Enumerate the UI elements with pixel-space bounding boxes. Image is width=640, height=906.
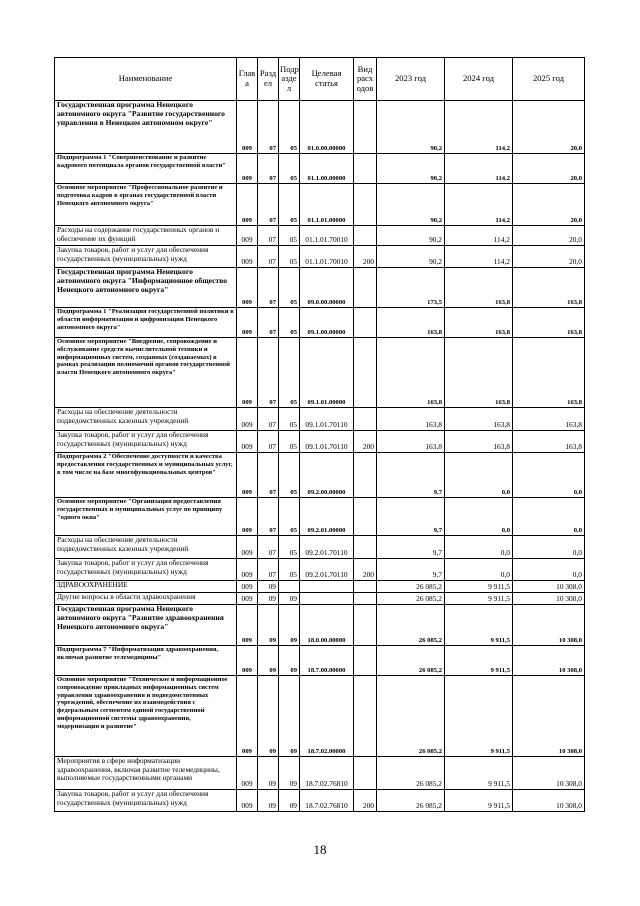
cell-name: Подпрограмма 7 "Информатизация здравоохранения, включая развитие телемедицины" [55, 646, 237, 676]
cell-glava: 009 [237, 184, 258, 226]
cell-razdel: 09 [258, 605, 279, 646]
cell-vid [354, 308, 377, 338]
cell-name: Расходы на обеспечение деятельности подведомственных казенных учреждений [55, 536, 237, 559]
cell-podrazdel: 05 [279, 338, 300, 408]
cell-y2023: 26 085,2 [377, 646, 445, 676]
cell-y2024: 9 911,5 [445, 646, 513, 676]
cell-name: Подпрограмма 1 "Совершенствование и развитие кадрового потенциала органов государственной власти" [55, 154, 237, 184]
table-row [55, 790, 585, 812]
cell-razdel: 07 [258, 268, 279, 308]
cell-y2024: 114,2 [445, 154, 513, 184]
cell-podrazdel: 09 [279, 593, 300, 605]
cell-y2024: 0,0 [445, 498, 513, 536]
cell-glava: 009 [237, 790, 258, 812]
cell-y2024: 0,0 [445, 453, 513, 498]
cell-vid [354, 338, 377, 408]
cell-y2023: 90,2 [377, 154, 445, 184]
cell-y2025: 163,8 [513, 408, 585, 431]
cell-name: Государственная программа Ненецкого автономного округа "Развитие государственного управления в Ненецком автономном округе" [55, 101, 237, 154]
cell-y2025: 20,0 [513, 226, 585, 246]
cell-y2023: 90,2 [377, 246, 445, 268]
cell-target: 09.1.01.70110 [300, 408, 354, 431]
cell-razdel: 09 [258, 581, 279, 593]
cell-vid: 200 [354, 790, 377, 812]
cell-y2025: 0,0 [513, 536, 585, 559]
cell-vid [354, 408, 377, 431]
cell-y2024: 114,2 [445, 226, 513, 246]
cell-razdel: 07 [258, 408, 279, 431]
header-glava: Глав а [237, 58, 258, 101]
cell-y2023: 163,8 [377, 431, 445, 453]
table-row [55, 184, 585, 226]
table-row [55, 308, 585, 338]
cell-y2024: 9 911,5 [445, 676, 513, 757]
cell-vid [354, 268, 377, 308]
cell-glava: 009 [237, 581, 258, 593]
cell-vid [354, 605, 377, 646]
cell-podrazdel: 09 [279, 605, 300, 646]
cell-name: Основное мероприятие "Организация предоставления государственных и муниципальных услуг по принципу "одного окна" [55, 498, 237, 536]
cell-target: 09.0.00.00000 [300, 268, 354, 308]
cell-y2024: 163,8 [445, 268, 513, 308]
table-row [55, 338, 585, 408]
cell-podrazdel: 05 [279, 268, 300, 308]
cell-vid: 200 [354, 559, 377, 581]
table-row [55, 676, 585, 757]
cell-razdel: 07 [258, 559, 279, 581]
cell-y2023: 26 085,2 [377, 605, 445, 646]
cell-razdel: 07 [258, 453, 279, 498]
cell-name: Основное мероприятие "Техническое и информационное сопровождение прикладных информационных систем управления здравоохранения и подведомственных учреждений, обеспечение их взаимодействия с федеральным сегментом единой государственной информационной системы здравоохранения, модернизация и развитие" [55, 676, 237, 757]
cell-target: 09.2.00.00000 [300, 453, 354, 498]
cell-podrazdel [279, 581, 300, 593]
header-2023: 2023 год [377, 58, 445, 101]
cell-name: Государственная программа Ненецкого автономного округа "Информационное общество Ненецкого автономного округа" [55, 268, 237, 308]
cell-glava: 009 [237, 757, 258, 790]
cell-vid [354, 646, 377, 676]
table-body [55, 101, 585, 812]
cell-y2023: 90,2 [377, 184, 445, 226]
cell-target [300, 581, 354, 593]
cell-y2025: 0,0 [513, 453, 585, 498]
cell-razdel: 07 [258, 184, 279, 226]
table-row [55, 536, 585, 559]
cell-target: 09.2.01.70110 [300, 536, 354, 559]
header-2025: 2025 год [513, 58, 585, 101]
cell-vid: 200 [354, 246, 377, 268]
cell-podrazdel: 05 [279, 408, 300, 431]
cell-glava: 009 [237, 226, 258, 246]
cell-y2024: 0,0 [445, 559, 513, 581]
cell-vid: 200 [354, 431, 377, 453]
cell-glava: 009 [237, 646, 258, 676]
cell-target: 18.7.02.00000 [300, 676, 354, 757]
cell-target: 18.0.00.00000 [300, 605, 354, 646]
cell-name: Закупка товаров, работ и услуг для обеспечения государственных (муниципальных) нужд [55, 431, 237, 453]
cell-y2023: 26 085,2 [377, 757, 445, 790]
cell-y2024: 9 911,5 [445, 581, 513, 593]
cell-y2025: 10 308,0 [513, 593, 585, 605]
cell-y2025: 10 308,0 [513, 676, 585, 757]
cell-y2025: 0,0 [513, 559, 585, 581]
cell-target: 01.0.00.00000 [300, 101, 354, 154]
cell-podrazdel: 05 [279, 453, 300, 498]
cell-podrazdel: 09 [279, 646, 300, 676]
cell-target: 09.1.01.70110 [300, 431, 354, 453]
header-target: Целевая статья [300, 58, 354, 101]
cell-vid [354, 536, 377, 559]
cell-y2024: 9 911,5 [445, 790, 513, 812]
cell-podrazdel: 09 [279, 676, 300, 757]
cell-vid [354, 498, 377, 536]
cell-target: 18.7.02.76810 [300, 790, 354, 812]
cell-y2023: 9,7 [377, 559, 445, 581]
cell-y2023: 163,8 [377, 308, 445, 338]
cell-target: 09.1.01.00000 [300, 338, 354, 408]
table-row [55, 757, 585, 790]
cell-vid [354, 154, 377, 184]
cell-glava: 009 [237, 453, 258, 498]
cell-y2024: 9 911,5 [445, 605, 513, 646]
cell-name: Закупка товаров, работ и услуг для обеспечения государственных (муниципальных) нужд [55, 790, 237, 812]
cell-name: ЗДРАВООХРАНЕНИЕ [55, 581, 237, 593]
cell-target: 01.1.01.70010 [300, 226, 354, 246]
cell-name: Подпрограмма 2 "Обеспечение доступности и качества предоставления государственных и муниципальных услуг, в том числе на базе многофункциональных центров" [55, 453, 237, 498]
cell-y2024: 9 911,5 [445, 757, 513, 790]
cell-glava: 009 [237, 246, 258, 268]
cell-y2025: 163,8 [513, 338, 585, 408]
table-row [55, 453, 585, 498]
header-name: Наименование [55, 58, 237, 101]
table-row [55, 408, 585, 431]
cell-y2025: 10 308,0 [513, 757, 585, 790]
cell-y2025: 10 308,0 [513, 790, 585, 812]
cell-razdel: 07 [258, 498, 279, 536]
cell-y2025: 20,0 [513, 246, 585, 268]
cell-podrazdel: 05 [279, 498, 300, 536]
cell-glava: 009 [237, 498, 258, 536]
table-row [55, 498, 585, 536]
table-row [55, 246, 585, 268]
cell-y2023: 90,2 [377, 226, 445, 246]
header-2024: 2024 год [445, 58, 513, 101]
cell-y2024: 163,8 [445, 408, 513, 431]
cell-glava: 009 [237, 101, 258, 154]
cell-name: Расходы на обеспечение деятельности подведомственных казенных учреждений [55, 408, 237, 431]
cell-y2023: 9,7 [377, 498, 445, 536]
cell-y2025: 20,0 [513, 154, 585, 184]
page-number: 18 [313, 842, 327, 857]
cell-y2023: 26 085,2 [377, 581, 445, 593]
cell-y2023: 163,8 [377, 408, 445, 431]
table-row [55, 593, 585, 605]
cell-razdel: 07 [258, 246, 279, 268]
cell-y2024: 114,2 [445, 246, 513, 268]
table-row [55, 101, 585, 154]
cell-y2025: 10 308,0 [513, 581, 585, 593]
table-row [55, 581, 585, 593]
cell-target: 18.7.02.76810 [300, 757, 354, 790]
cell-target: 01.1.01.70010 [300, 246, 354, 268]
cell-y2023: 163,8 [377, 338, 445, 408]
cell-y2023: 9,7 [377, 453, 445, 498]
cell-y2025: 163,8 [513, 431, 585, 453]
cell-glava: 009 [237, 593, 258, 605]
cell-podrazdel: 05 [279, 226, 300, 246]
cell-name: Основное мероприятие "Профессиональное развитие и подготовка кадров в органах государственной власти Ненецкого автономного округа" [55, 184, 237, 226]
cell-podrazdel: 05 [279, 246, 300, 268]
budget-table [54, 57, 585, 812]
cell-target [300, 593, 354, 605]
header-podrazdel: Подр азде л [279, 58, 300, 101]
cell-target: 01.1.00.00000 [300, 154, 354, 184]
cell-vid [354, 226, 377, 246]
cell-razdel: 07 [258, 154, 279, 184]
cell-vid [354, 581, 377, 593]
cell-y2023: 90,2 [377, 101, 445, 154]
table-row [55, 605, 585, 646]
table-row [55, 226, 585, 246]
cell-y2025: 10 308,0 [513, 646, 585, 676]
cell-glava: 009 [237, 154, 258, 184]
cell-razdel: 07 [258, 338, 279, 408]
cell-razdel: 07 [258, 101, 279, 154]
cell-podrazdel: 05 [279, 308, 300, 338]
cell-y2023: 26 085,2 [377, 676, 445, 757]
cell-target: 01.1.01.00000 [300, 184, 354, 226]
cell-glava: 009 [237, 431, 258, 453]
table-row [55, 559, 585, 581]
cell-vid [354, 184, 377, 226]
cell-name: Закупка товаров, работ и услуг для обеспечения государственных (муниципальных) нужд [55, 246, 237, 268]
cell-glava: 009 [237, 676, 258, 757]
cell-target: 09.1.00.00000 [300, 308, 354, 338]
cell-y2024: 163,8 [445, 431, 513, 453]
cell-vid [354, 757, 377, 790]
cell-y2023: 9,7 [377, 536, 445, 559]
cell-glava: 009 [237, 559, 258, 581]
cell-y2023: 26 085,2 [377, 790, 445, 812]
cell-glava: 009 [237, 536, 258, 559]
table-row [55, 268, 585, 308]
cell-podrazdel: 05 [279, 154, 300, 184]
header-vid: Вид расх одов [354, 58, 377, 101]
cell-y2025: 20,0 [513, 101, 585, 154]
cell-name: Государственная программа Ненецкого автономного округа "Развитие здравоохранения Ненецкого автономного округа" [55, 605, 237, 646]
cell-name: Расходы на содержание государственных органов и обеспечение их функций [55, 226, 237, 246]
cell-name: Мероприятия в сфере информатизации здравоохранения, включая развитие телемедицины, выполняемые государственными органами [55, 757, 237, 790]
cell-y2025: 163,8 [513, 268, 585, 308]
cell-target: 18.7.00.00000 [300, 646, 354, 676]
cell-name: Другие вопросы в области здравоохранения [55, 593, 237, 605]
cell-razdel: 09 [258, 593, 279, 605]
cell-y2024: 114,2 [445, 101, 513, 154]
cell-razdel: 07 [258, 536, 279, 559]
cell-razdel: 09 [258, 790, 279, 812]
cell-name: Подпрограмма 1 "Реализация государственной политики в области информатизации и цифровизации Ненецкого автономного округа" [55, 308, 237, 338]
cell-y2024: 114,2 [445, 184, 513, 226]
cell-target: 09.2.01.70110 [300, 559, 354, 581]
header-razdel: Разд ел [258, 58, 279, 101]
table-row [55, 431, 585, 453]
cell-y2025: 163,8 [513, 308, 585, 338]
cell-podrazdel: 05 [279, 559, 300, 581]
cell-glava: 009 [237, 338, 258, 408]
cell-y2024: 163,8 [445, 308, 513, 338]
cell-vid [354, 593, 377, 605]
cell-razdel: 07 [258, 226, 279, 246]
cell-y2025: 20,0 [513, 184, 585, 226]
cell-glava: 009 [237, 268, 258, 308]
cell-glava: 009 [237, 308, 258, 338]
table-row [55, 154, 585, 184]
cell-glava: 009 [237, 605, 258, 646]
cell-y2024: 163,8 [445, 338, 513, 408]
cell-y2025: 10 308,0 [513, 605, 585, 646]
cell-podrazdel: 05 [279, 431, 300, 453]
cell-razdel: 09 [258, 646, 279, 676]
cell-razdel: 07 [258, 308, 279, 338]
cell-razdel: 07 [258, 431, 279, 453]
cell-glava: 009 [237, 408, 258, 431]
cell-podrazdel: 05 [279, 536, 300, 559]
cell-vid [354, 101, 377, 154]
table-header-row [55, 58, 585, 101]
cell-podrazdel: 05 [279, 101, 300, 154]
table-row [55, 646, 585, 676]
cell-y2023: 173,5 [377, 268, 445, 308]
cell-razdel: 09 [258, 757, 279, 790]
cell-razdel: 09 [258, 676, 279, 757]
cell-podrazdel: 09 [279, 757, 300, 790]
cell-vid [354, 453, 377, 498]
cell-name: Основное мероприятие "Внедрение, сопровождение и обслуживание средств вычислительной техники и информационных систем, созданных (создаваемых) в рамках реализации полномочий органов государственной власти Ненецкого автономного округа" [55, 338, 237, 408]
cell-podrazdel: 05 [279, 184, 300, 226]
cell-vid [354, 676, 377, 757]
cell-y2024: 9 911,5 [445, 593, 513, 605]
cell-y2024: 0,0 [445, 536, 513, 559]
cell-name: Закупка товаров, работ и услуг для обеспечения государственных (муниципальных) нужд [55, 559, 237, 581]
cell-podrazdel: 09 [279, 790, 300, 812]
cell-target: 09.2.01.00000 [300, 498, 354, 536]
cell-y2023: 26 085,2 [377, 593, 445, 605]
cell-y2025: 0,0 [513, 498, 585, 536]
